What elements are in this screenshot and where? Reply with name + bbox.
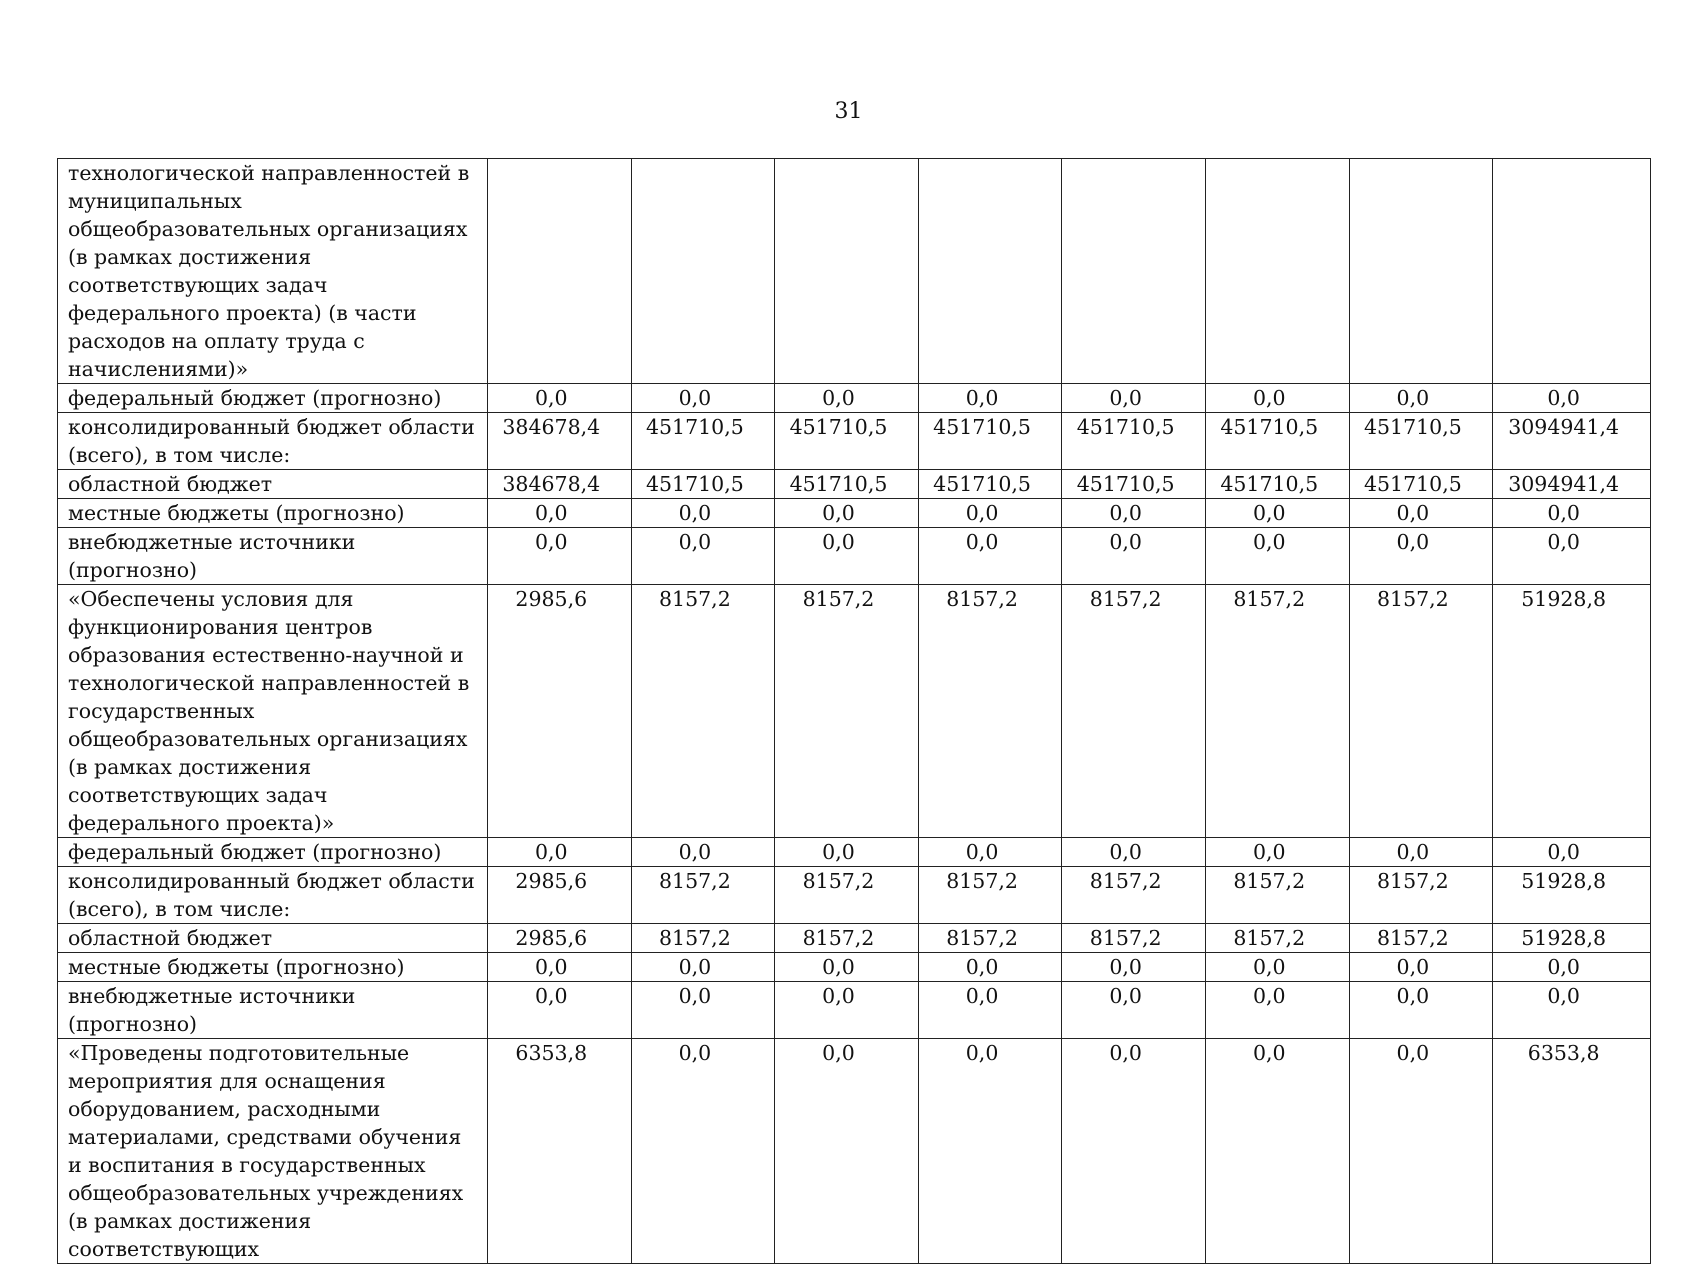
value-cell	[775, 159, 919, 384]
row-label: областной бюджет	[58, 470, 488, 499]
value-cell: 8157,2	[918, 924, 1062, 953]
row-label: федеральный бюджет (прогнозно)	[58, 838, 488, 867]
value-cell: 0,0	[918, 953, 1062, 982]
value-cell: 0,0	[488, 953, 632, 982]
value-cell: 0,0	[1062, 953, 1206, 982]
table-body	[58, 159, 1651, 1264]
row-label: областной бюджет	[58, 924, 488, 953]
value-cell	[918, 159, 1062, 384]
value-cell: 8157,2	[1205, 924, 1349, 953]
value-cell: 8157,2	[1062, 924, 1206, 953]
value-cell: 0,0	[1062, 384, 1206, 413]
row-label: федеральный бюджет (прогнозно)	[58, 384, 488, 413]
value-cell: 0,0	[775, 528, 919, 585]
value-cell: 3094941,4	[1493, 470, 1651, 499]
value-cell: 51928,8	[1493, 924, 1651, 953]
value-cell: 0,0	[1349, 499, 1493, 528]
value-cell: 451710,5	[918, 470, 1062, 499]
value-cell: 0,0	[631, 528, 775, 585]
value-cell: 0,0	[1493, 982, 1651, 1039]
value-cell: 451710,5	[1349, 470, 1493, 499]
value-cell: 451710,5	[1349, 413, 1493, 470]
table-row	[58, 953, 1651, 982]
value-cell: 0,0	[1349, 1039, 1493, 1264]
value-cell: 451710,5	[1205, 413, 1349, 470]
value-cell: 8157,2	[631, 924, 775, 953]
value-cell: 0,0	[1349, 528, 1493, 585]
value-cell	[1062, 159, 1206, 384]
table-row	[58, 470, 1651, 499]
value-cell: 8157,2	[1349, 867, 1493, 924]
value-cell: 0,0	[1349, 838, 1493, 867]
value-cell	[631, 159, 775, 384]
value-cell: 451710,5	[1062, 413, 1206, 470]
value-cell: 451710,5	[631, 413, 775, 470]
value-cell: 8157,2	[918, 867, 1062, 924]
row-label: внебюджетные источники (прогнозно)	[58, 528, 488, 585]
value-cell: 0,0	[1493, 838, 1651, 867]
value-cell: 0,0	[1062, 528, 1206, 585]
value-cell: 0,0	[1205, 982, 1349, 1039]
value-cell: 451710,5	[1062, 470, 1206, 499]
value-cell: 0,0	[488, 838, 632, 867]
value-cell: 6353,8	[1493, 1039, 1651, 1264]
value-cell: 384678,4	[488, 470, 632, 499]
table-row	[58, 867, 1651, 924]
table-row	[58, 384, 1651, 413]
value-cell: 0,0	[1493, 953, 1651, 982]
value-cell: 0,0	[488, 384, 632, 413]
value-cell: 8157,2	[918, 585, 1062, 838]
value-cell	[1493, 159, 1651, 384]
value-cell: 0,0	[488, 499, 632, 528]
value-cell: 8157,2	[1205, 585, 1349, 838]
value-cell: 0,0	[918, 528, 1062, 585]
value-cell: 0,0	[631, 384, 775, 413]
value-cell: 0,0	[1205, 384, 1349, 413]
value-cell: 0,0	[1205, 499, 1349, 528]
table-row	[58, 924, 1651, 953]
value-cell: 0,0	[488, 982, 632, 1039]
value-cell: 384678,4	[488, 413, 632, 470]
value-cell: 0,0	[631, 953, 775, 982]
value-cell: 8157,2	[775, 924, 919, 953]
value-cell: 0,0	[918, 1039, 1062, 1264]
value-cell: 51928,8	[1493, 867, 1651, 924]
value-cell: 0,0	[488, 528, 632, 585]
value-cell: 451710,5	[775, 470, 919, 499]
value-cell: 0,0	[1062, 982, 1206, 1039]
budget-table	[57, 158, 1651, 1264]
value-cell: 451710,5	[631, 470, 775, 499]
value-cell: 6353,8	[488, 1039, 632, 1264]
value-cell: 0,0	[631, 838, 775, 867]
value-cell: 0,0	[918, 838, 1062, 867]
value-cell: 8157,2	[1349, 585, 1493, 838]
value-cell: 2985,6	[488, 924, 632, 953]
value-cell: 0,0	[918, 384, 1062, 413]
row-label: «Проведены подготовительные мероприятия для оснащения оборудованием, расходными материалами, средствами обучения и воспитания в государственных общеобразовательных учреждениях (в рамках достижения соответствующих	[58, 1039, 488, 1264]
value-cell: 451710,5	[775, 413, 919, 470]
table-row	[58, 413, 1651, 470]
value-cell: 8157,2	[775, 585, 919, 838]
value-cell: 0,0	[1493, 384, 1651, 413]
value-cell: 451710,5	[1205, 470, 1349, 499]
page-number: 31	[834, 99, 863, 124]
value-cell: 0,0	[775, 384, 919, 413]
value-cell: 0,0	[631, 1039, 775, 1264]
value-cell	[1349, 159, 1493, 384]
value-cell: 0,0	[775, 982, 919, 1039]
value-cell: 8157,2	[1205, 867, 1349, 924]
value-cell: 0,0	[1205, 838, 1349, 867]
value-cell: 0,0	[631, 982, 775, 1039]
value-cell: 0,0	[1349, 384, 1493, 413]
row-label: местные бюджеты (прогнозно)	[58, 953, 488, 982]
value-cell: 0,0	[1205, 528, 1349, 585]
value-cell: 0,0	[1205, 1039, 1349, 1264]
table-row	[58, 528, 1651, 585]
row-label: технологической направленностей в муниципальных общеобразовательных организациях (в рамках достижения соответствующих задач федерального проекта) (в части расходов на оплату труда с начислениями)»	[58, 159, 488, 384]
value-cell: 0,0	[1062, 499, 1206, 528]
value-cell: 0,0	[918, 982, 1062, 1039]
table-row	[58, 499, 1651, 528]
row-label: консолидированный бюджет области (всего), в том числе:	[58, 413, 488, 470]
value-cell: 0,0	[775, 838, 919, 867]
value-cell: 8157,2	[1062, 867, 1206, 924]
value-cell: 0,0	[918, 499, 1062, 528]
value-cell: 2985,6	[488, 585, 632, 838]
row-label: «Обеспечены условия для функционирования центров образования естественно-научной и технологической направленностей в государственных общеобразовательных организациях (в рамках достижения соответствующих задач федерального проекта)»	[58, 585, 488, 838]
value-cell: 8157,2	[631, 585, 775, 838]
value-cell: 8157,2	[631, 867, 775, 924]
value-cell: 8157,2	[775, 867, 919, 924]
value-cell: 0,0	[1493, 528, 1651, 585]
value-cell: 2985,6	[488, 867, 632, 924]
row-label: внебюджетные источники (прогнозно)	[58, 982, 488, 1039]
table-row	[58, 1039, 1651, 1264]
value-cell: 0,0	[1493, 499, 1651, 528]
value-cell: 8157,2	[1062, 585, 1206, 838]
table-row	[58, 838, 1651, 867]
value-cell: 0,0	[1205, 953, 1349, 982]
value-cell: 0,0	[1062, 838, 1206, 867]
table-row	[58, 982, 1651, 1039]
value-cell: 8157,2	[1349, 924, 1493, 953]
value-cell: 451710,5	[918, 413, 1062, 470]
value-cell	[488, 159, 632, 384]
value-cell: 0,0	[775, 1039, 919, 1264]
row-label: консолидированный бюджет области (всего), в том числе:	[58, 867, 488, 924]
value-cell: 0,0	[1349, 953, 1493, 982]
value-cell: 0,0	[775, 499, 919, 528]
table-row	[58, 159, 1651, 384]
value-cell	[1205, 159, 1349, 384]
value-cell: 0,0	[1062, 1039, 1206, 1264]
value-cell: 3094941,4	[1493, 413, 1651, 470]
table-row	[58, 585, 1651, 838]
value-cell: 0,0	[1349, 982, 1493, 1039]
row-label: местные бюджеты (прогнозно)	[58, 499, 488, 528]
value-cell: 0,0	[775, 953, 919, 982]
value-cell: 0,0	[631, 499, 775, 528]
value-cell: 51928,8	[1493, 585, 1651, 838]
